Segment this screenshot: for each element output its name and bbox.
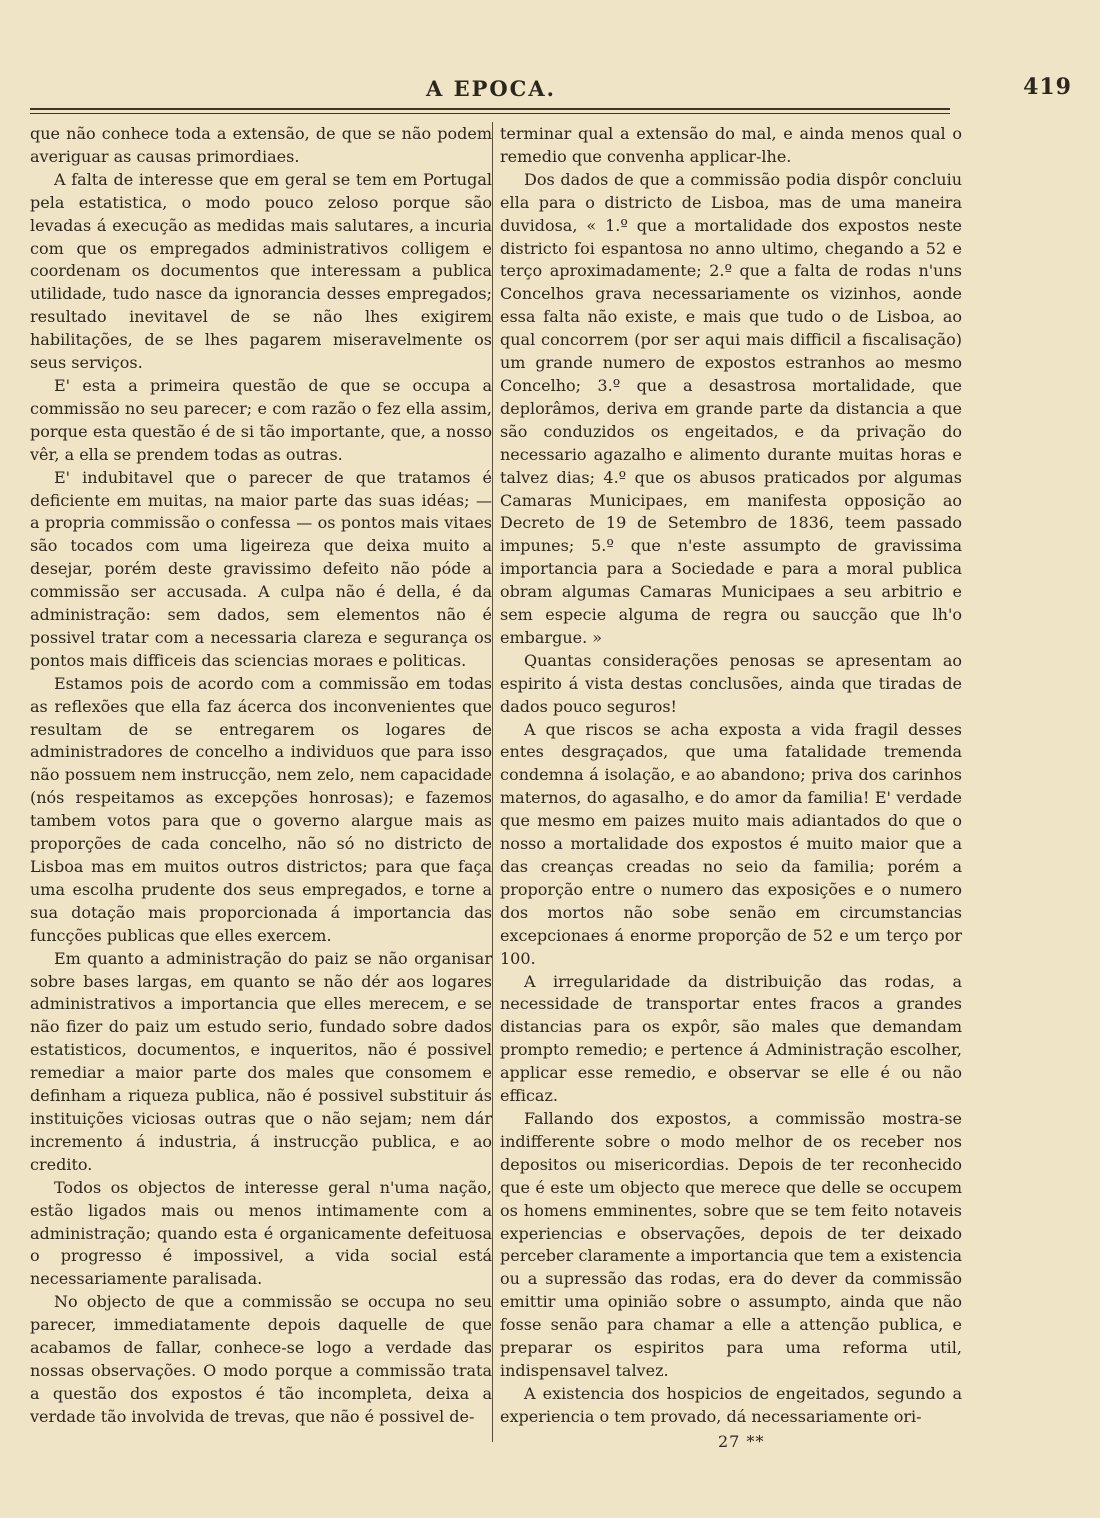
left-column bbox=[30, 123, 492, 1445]
paragraph: A que riscos se acha exposta a vida fragil desses entes desgraçados, que uma fatalidade tremenda condemna á isolação, e ao abandono; priva dos carinhos maternos, do agasalho, e do amor da familia! E' verdade que mesmo em paizes muito mais adiantados do que o nosso a mortalidade dos expostos é muito maior que a das creanças creadas no seio da familia; porém a proporção entre o numero das exposições e o numero dos mortos não sobe senão em circumstancias excepcionaes á enorme proporção de 52 e um terço por 100. bbox=[500, 719, 962, 968]
page-header bbox=[30, 68, 1072, 108]
paragraph: E' indubitavel que o parecer de que tratamos é deficiente em muitas, na maior parte das suas idéas; — a propria commissão o confessa — os pontos mais vitaes são tocados com uma ligeireza que deixa muito a desejar, porém deste gravissimo defeito não póde a commissão ser accusada. A culpa não é della, é da administração: sem dados, sem elementos não é possivel tratar com a necessaria clareza e segurança os pontos mais difficeis das sciencias moraes e politicas. bbox=[30, 467, 492, 670]
paragraph: terminar qual a extensão do mal, e ainda menos qual o remedio que convenha applicar-lhe. bbox=[500, 124, 962, 166]
page-number: 419 bbox=[1023, 74, 1072, 100]
right-column bbox=[500, 123, 962, 1445]
paragraph: A existencia dos hospicios de engeitados, segundo a experiencia o tem provado, dá necessariamente ori- bbox=[500, 1383, 962, 1426]
paragraph: Fallando dos expostos, a commissão mostra-se indifferente sobre o modo melhor de os receber nos depositos ou misericordias. Depois de ter reconhecido que é este um objecto que merece que delle se occupem os homens emminentes, sobre que se tem feito notaveis experiencias e observações, depois de ter deixado perceber claramente a importancia que tem a existencia ou a supressão das rodas, era do dever da commissão emittir uma opinião sobre o assumpto, ainda que não fosse senão para chamar a elle a attenção publica, e preparar os espiritos para uma reforma util, indispensavel talvez. bbox=[500, 1108, 962, 1380]
paragraph: No objecto de que a commissão se occupa no seu parecer, immediatamente depois daquelle de que acabamos de fallar, conhece-se logo a verdade das nossas observações. O modo porque a commissão trata a questão dos expostos é tão incompleta, deixa a verdade tão involvida de trevas, que não é possivel de- bbox=[30, 1292, 492, 1426]
paragraph: Todos os objectos de interesse geral n'uma nação, estão ligados mais ou menos intimamente com a administração; quando esta é organicamente defeituosa o progresso é impossivel, a vida social está necessariamente paralisada. bbox=[30, 1177, 492, 1289]
signature-mark: 27 ** bbox=[718, 1432, 765, 1451]
paragraph: Dos dados de que a commissão podia dispôr concluiu ella para o districto de Lisboa, mas de uma maneira duvidosa, « 1.º que a mortalidade dos expostos neste districto foi espantosa no anno ultimo, chegando a 52 e terço aproximadamente; 2.º que a falta de rodas n'uns Concelhos grava necessariamente os vizinhos, aonde essa falta não existe, e mais que tudo o de Lisboa, ao qual concorrem (por ser aqui mais difficil a fiscalisação) um grande numero de expostos estranhos ao mesmo Concelho; 3.º que a desastrosa mortalidade, que deplorâmos, deriva em grande parte da distancia a que são conduzidos os engeitados, e da privação do necessario agazalho e alimento durante muitas horas e talvez dias; 4.º que os abusos praticados por algumas Camaras Municipaes, em manifesta opposição ao Decreto de 19 de Setembro de 1836, teem passado impunes; 5.º que n'este assumpto de gravissima importancia para a Sociedade e para a moral publica obram algumas Camaras Municipaes a seu arbitrio e sem especie alguma de regra ou saucção que lh'o embargue. » bbox=[500, 169, 962, 647]
paragraph: Em quanto a administração do paiz se não organisar sobre bases largas, em quanto se não dér aos logares administrativos a importancia que elles merecem, e se não fizer do paiz um estudo serio, fundado sobre dados estatisticos, documentos, e inqueritos, não é possivel remediar a maior parte dos males que consomem e definham a riqueza publica, não é possivel substituir ás instituições viciosas outras que o não sejam; nem dár incremento á industria, á instrucção publica, e ao credito. bbox=[30, 948, 492, 1174]
page-title: A EPOCA. bbox=[425, 76, 556, 101]
column-divider bbox=[492, 122, 493, 1442]
paragraph: A falta de interesse que em geral se tem em Portugal pela estatistica, o modo pouco zeloso porque são levadas á execução as medidas mais salutares, a incuria com que os empregados administrativos colligem e coordenam os documentos que interessam a publica utilidade, tudo nasce da ignorancia desses empregados; resultado inevitavel de se não lhes exigirem habilitações, de se lhes pagarem miseravelmente os seus serviços. bbox=[30, 169, 492, 373]
paragraph: E' esta a primeira questão de que se occupa a commissão no seu parecer; e com razão o fez ella assim, porque esta questão é de si tão importante, que, a nosso vêr, a ella se prendem todas as outras. bbox=[30, 375, 492, 464]
paragraph: Quantas considerações penosas se apresentam ao espirito á vista destas conclusões, ainda que tiradas de dados pouco seguros! bbox=[500, 650, 962, 716]
paragraph: A irregularidade da distribuição das rodas, a necessidade de transportar entes fracos a grandes distancias para os expôr, são males que demandam prompto remedio; e pertence á Administração escolher, applicar esse remedio, e observar se elle é ou não efficaz. bbox=[500, 971, 962, 1106]
paragraph: que não conhece toda a extensão, de que se não podem averiguar as causas primordiaes. bbox=[30, 124, 492, 166]
paragraph: Estamos pois de acordo com a commissão em todas as reflexões que ella faz ácerca dos inconvenientes que resultam de se entregarem os logares de administradores de concelho a individuos que para isso não possuem nem instrucção, nem zelo, nem capacidade (nós respeitamos as excepções honrosas); e fazemos tambem votos para que o governo alargue mais as proporções de cada concelho, não só no districto de Lisboa mas em muitos outros districtos; para que faça uma escolha prudente dos seus empregados, e torne a sua dotação mais proporcionada á importancia das funcções publicas que elles exercem. bbox=[30, 673, 492, 945]
header-rule bbox=[30, 108, 950, 114]
